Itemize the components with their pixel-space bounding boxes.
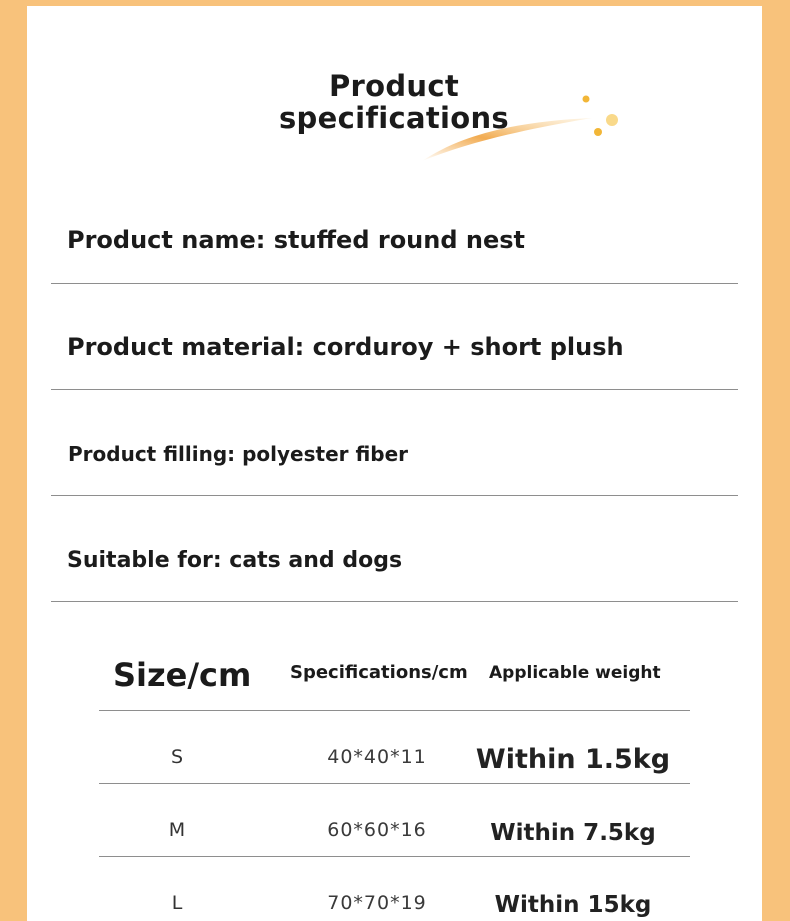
table-divider	[99, 783, 690, 784]
weight-cell: Within 7.5kg	[490, 820, 656, 846]
spec-cell: 40*40*11	[327, 746, 427, 768]
size-cell: M	[168, 819, 186, 841]
spec-filling-text: Product filling: polyester fiber	[68, 442, 409, 466]
table-divider	[99, 710, 690, 711]
table-divider	[99, 856, 690, 857]
size-cell: S	[170, 746, 184, 768]
sparkle-decoration-icon	[417, 91, 657, 171]
spec-card	[27, 6, 762, 921]
spec-row-material	[51, 283, 738, 390]
spec-row-suitable	[51, 495, 738, 602]
weight-cell: Within 1.5kg	[475, 744, 671, 775]
spec-row-filling	[51, 389, 738, 496]
spec-material-text: Product material: corduroy + short plush	[67, 333, 624, 361]
spec-cell: 60*60*16	[327, 819, 427, 841]
spec-cell: 70*70*19	[327, 892, 427, 914]
title-line-2: specifications	[279, 101, 509, 135]
header-applicable-weight: Applicable weight	[489, 663, 661, 683]
spec-suitable-text: Suitable for: cats and dogs	[67, 548, 403, 573]
header-specifications: Specifications/cm	[290, 662, 468, 683]
header-size: Size/cm	[113, 656, 252, 694]
size-cell: L	[171, 892, 183, 914]
spec-name-text: Product name: stuffed round nest	[67, 226, 526, 254]
title-line-1: Product	[328, 69, 460, 103]
spec-row-name	[51, 196, 738, 284]
weight-cell: Within 15kg	[494, 892, 652, 918]
